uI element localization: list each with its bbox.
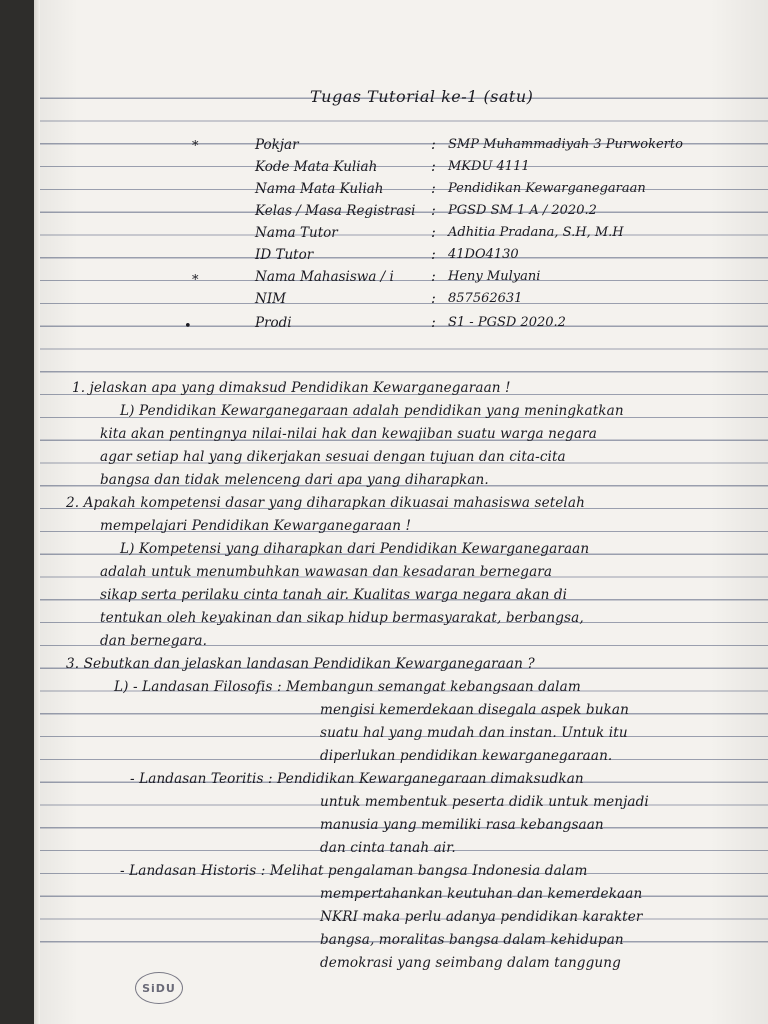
- answer-line: L) Pendidikan Kewarganegaraan adalah pendidikan yang meningkatkan: [120, 403, 624, 419]
- field-label: NIM: [255, 291, 286, 307]
- answer-line: adalah untuk menumbuhkan wawasan dan kesadaran bernegara: [100, 564, 553, 580]
- answer-line: demokrasi yang seimbang dalam tanggung: [320, 955, 621, 971]
- answer-line: sikap serta perilaku cinta tanah air. Kualitas warga negara akan di: [100, 587, 568, 603]
- field-label: Kelas / Masa Registrasi: [255, 203, 416, 219]
- answer-line: suatu hal yang mudah dan instan. Untuk itu: [320, 725, 628, 741]
- field-mark: *: [192, 273, 199, 288]
- answer-line: NKRI maka perlu adanya pendidikan karakter: [320, 909, 643, 925]
- field-colon: :: [431, 181, 436, 197]
- answer-line: mempertahankan keutuhan dan kemerdekaan: [320, 886, 643, 902]
- field-colon: :: [431, 315, 436, 331]
- field-label: ID Tutor: [255, 247, 314, 263]
- answer-line: bangsa dan tidak melenceng dari apa yang diharapkan.: [100, 472, 489, 488]
- question-line: 1. jelaskan apa yang dimaksud Pendidikan Kewarganegaraan !: [72, 380, 511, 396]
- field-colon: :: [431, 225, 436, 241]
- sidu-logo-text: SiDU: [142, 981, 176, 995]
- notebook-page: [34, 0, 768, 1024]
- field-colon: :: [431, 137, 436, 153]
- answer-line: - Landasan Teoritis : Pendidikan Kewarganegaraan dimaksudkan: [130, 771, 584, 787]
- field-value: S1 - PGSD 2020.2: [448, 315, 566, 330]
- field-value: MKDU 4111: [448, 159, 530, 174]
- field-value: SMP Muhammadiyah 3 Purwokerto: [448, 137, 683, 152]
- answer-line: dan cinta tanah air.: [320, 840, 456, 856]
- answer-line: mengisi kemerdekaan disegala aspek bukan: [320, 702, 629, 718]
- answer-line: L) Kompetensi yang diharapkan dari Pendidikan Kewarganegaraan: [120, 541, 590, 557]
- field-colon: :: [431, 159, 436, 175]
- question-line: 3. Sebutkan dan jelaskan landasan Pendidikan Kewarganegaraan ?: [66, 656, 535, 672]
- field-label: Prodi: [255, 315, 292, 331]
- field-value: PGSD SM 1 A / 2020.2: [448, 203, 597, 218]
- answer-line: diperlukan pendidikan kewarganegaraan.: [320, 748, 613, 764]
- field-value: Heny Mulyani: [448, 269, 541, 284]
- answer-line: agar setiap hal yang dikerjakan sesuai dengan tujuan dan cita-cita: [100, 449, 566, 465]
- question-line: mempelajari Pendidikan Kewarganegaraan !: [100, 518, 412, 534]
- answer-line: kita akan pentingnya nilai-nilai hak dan kewajiban suatu warga negara: [100, 426, 597, 442]
- field-colon: :: [431, 269, 436, 285]
- question-line: 2. Apakah kompetensi dasar yang diharapkan dikuasai mahasiswa setelah: [66, 495, 585, 511]
- answer-line: tentukan oleh keyakinan dan sikap hidup bermasyarakat, berbangsa,: [100, 610, 584, 626]
- field-label: Nama Tutor: [255, 225, 338, 241]
- field-label: Kode Mata Kuliah: [255, 159, 378, 175]
- answer-line: untuk membentuk peserta didik untuk menjadi: [320, 794, 649, 810]
- page-title: Tugas Tutorial ke-1 (satu): [310, 87, 534, 106]
- answer-line: manusia yang memiliki rasa kebangsaan: [320, 817, 604, 833]
- sidu-logo: [135, 972, 183, 1004]
- field-value: 857562631: [448, 291, 523, 306]
- answer-line: - Landasan Historis : Melihat pengalaman bangsa Indonesia dalam: [120, 863, 588, 879]
- field-value: Adhitia Pradana, S.H, M.H: [448, 225, 624, 240]
- field-value: 41DO4130: [448, 247, 519, 262]
- answer-line: L) - Landasan Filosofis : Membangun semangat kebangsaan dalam: [114, 679, 581, 695]
- field-colon: :: [431, 291, 436, 307]
- field-mark: •: [184, 319, 192, 334]
- field-colon: :: [431, 203, 436, 219]
- field-value: Pendidikan Kewarganegaraan: [448, 181, 646, 196]
- field-colon: :: [431, 247, 436, 263]
- field-label: Nama Mata Kuliah: [255, 181, 384, 197]
- field-label: Pokjar: [255, 137, 299, 153]
- field-label: Nama Mahasiswa / i: [255, 269, 394, 285]
- field-mark: *: [192, 139, 199, 154]
- answer-line: dan bernegara.: [100, 633, 208, 649]
- answer-line: bangsa, moralitas bangsa dalam kehidupan: [320, 932, 624, 948]
